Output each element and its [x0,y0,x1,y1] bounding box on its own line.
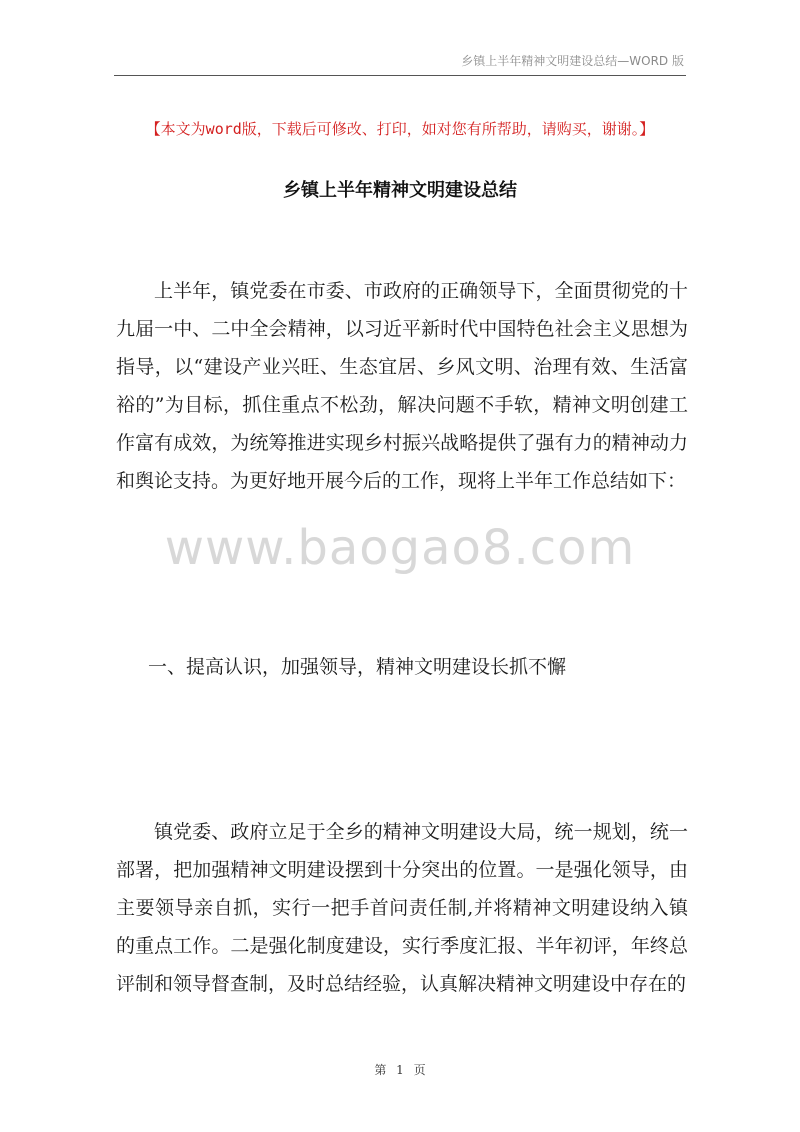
watermark-text: www.baogao8.com [164,520,636,576]
footer-suffix: 页 [413,1063,426,1077]
section-paragraph: 镇党委、政府立足于全乡的精神文明建设大局，统一规划，统一部署，把加强精神文明建设摆到十分突出的位置。一是强化领导，由主要领导亲自抓，实行一把手首问责任制,并将精神文明建设纳入镇的重点工作。二是强化制度建设，实行季度汇报、半年初评，年终总评制和领导督查制，及时总结经验，认真解决精神文明建设中存在的 [116,821,688,995]
section-heading: 一、提高认识，加强领导，精神文明建设长抓不懈 [148,656,567,678]
page-number: 1 [396,1063,404,1077]
running-header: 乡镇上半年精神文明建设总结—WORD 版 [461,54,684,68]
document-title: 乡镇上半年精神文明建设总结 [283,180,517,201]
download-notice: 【本文为word版，下载后可修改、打印，如对您有所帮助，请购买，谢谢。】 [145,120,655,138]
intro-paragraph: 上半年，镇党委在市委、市政府的正确领导下，全面贯彻党的十九届一中、二中全会精神，以习近平新时代中国特色社会主义思想为指导，以“建设产业兴旺、生态宜居、乡风文明、治理有效、生活富裕的”为目标，抓住重点不松劲，解决问题不手软，精神文明创建工作富有成效，为统筹推进实现乡村振兴战略提供了强有力的精神动力和舆论支持。为更好地开展今后的工作，现将上半年工作总结如下： [116,280,688,492]
header-divider [114,75,686,76]
page-footer [0,1061,800,1078]
footer-prefix: 第 [374,1063,387,1077]
